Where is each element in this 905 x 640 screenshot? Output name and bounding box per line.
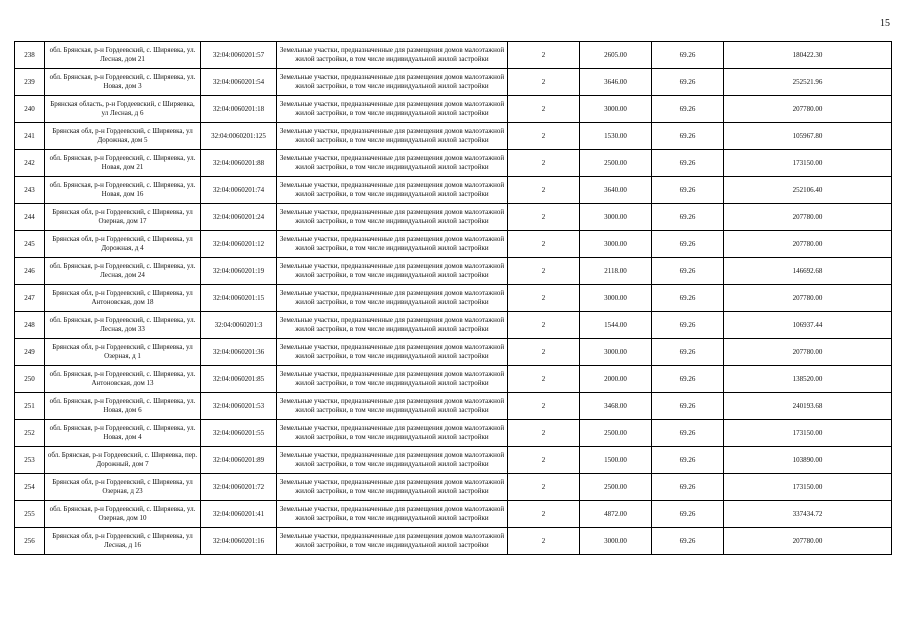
address-cell: обл. Брянская, р-н Гордеевский, с. Ширяевка, пер. Дорожный, дом 7 [45,447,201,474]
cadastral-value-cell: 337434.72 [724,501,892,528]
area-cell: 2118.00 [580,258,652,285]
registry-body [15,42,892,555]
address-cell: Брянская обл, р-н Гордеевский, с Ширяевка, ул Дорожная, д 4 [45,231,201,258]
permitted-use-cell: Земельные участки, предназначенные для размещения домов малоэтажной жилой застройки, в том числе индивидуальной жилой застройки [277,42,508,69]
table-row [15,69,892,96]
row-number-cell: 256 [15,528,45,555]
table-row [15,123,892,150]
row-number-cell: 242 [15,150,45,177]
rate-cell: 69.26 [652,447,724,474]
table-row [15,501,892,528]
permitted-use-cell: Земельные участки, предназначенные для размещения домов малоэтажной жилой застройки, в том числе индивидуальной жилой застройки [277,339,508,366]
rate-cell: 69.26 [652,258,724,285]
table-row [15,420,892,447]
cadastral-value-cell: 207780.00 [724,96,892,123]
permitted-use-cell: Земельные участки, предназначенные для размещения домов малоэтажной жилой застройки, в том числе индивидуальной жилой застройки [277,177,508,204]
category-cell: 2 [508,231,580,258]
cadastral-value-cell: 207780.00 [724,528,892,555]
rate-cell: 69.26 [652,177,724,204]
row-number-cell: 239 [15,69,45,96]
category-cell: 2 [508,123,580,150]
permitted-use-cell: Земельные участки, предназначенные для размещения домов малоэтажной жилой застройки, в том числе индивидуальной жилой застройки [277,258,508,285]
row-number-cell: 240 [15,96,45,123]
category-cell: 2 [508,42,580,69]
cadastral-number-cell: 32:04:0060201:41 [201,501,277,528]
permitted-use-cell: Земельные участки, предназначенные для размещения домов малоэтажной жилой застройки, в том числе индивидуальной жилой застройки [277,420,508,447]
area-cell: 4872.00 [580,501,652,528]
area-cell: 2605.00 [580,42,652,69]
address-cell: обл. Брянская, р-н Гордеевский, с. Ширяевка, ул. Новая, дом 4 [45,420,201,447]
address-cell: обл. Брянская, р-н Гордеевский, с. Ширяевка, ул. Лесная, дом 21 [45,42,201,69]
page-number: 15 [880,18,890,29]
address-cell: Брянская обл, р-н Гордеевский, с Ширяевка, ул Озерная, д 23 [45,474,201,501]
address-cell: обл. Брянская, р-н Гордеевский, с. Ширяевка, ул. Лесная, дом 33 [45,312,201,339]
category-cell: 2 [508,339,580,366]
area-cell: 3000.00 [580,528,652,555]
area-cell: 2500.00 [580,474,652,501]
cadastral-number-cell: 32:04:0060201:12 [201,231,277,258]
area-cell: 1500.00 [580,447,652,474]
permitted-use-cell: Земельные участки, предназначенные для размещения домов малоэтажной жилой застройки, в том числе индивидуальной жилой застройки [277,474,508,501]
address-cell: обл. Брянская, р-н Гордеевский, с. Ширяевка, ул. Озерная, дом 10 [45,501,201,528]
table-row [15,150,892,177]
category-cell: 2 [508,447,580,474]
address-cell: Брянская обл, р-н Гордеевский, с Ширяевка, ул Озерная, д 1 [45,339,201,366]
category-cell: 2 [508,420,580,447]
cadastral-number-cell: 32:04:0060201:54 [201,69,277,96]
permitted-use-cell: Земельные участки, предназначенные для размещения домов малоэтажной жилой застройки, в том числе индивидуальной жилой застройки [277,393,508,420]
table-row [15,96,892,123]
rate-cell: 69.26 [652,474,724,501]
cadastral-number-cell: 32:04:0060201:36 [201,339,277,366]
address-cell: обл. Брянская, р-н Гордеевский, с. Ширяевка, ул. Новая, дом 6 [45,393,201,420]
cadastral-value-cell: 173150.00 [724,474,892,501]
area-cell: 2000.00 [580,366,652,393]
table-row [15,258,892,285]
row-number-cell: 243 [15,177,45,204]
cadastral-value-cell: 240193.68 [724,393,892,420]
area-cell: 1530.00 [580,123,652,150]
category-cell: 2 [508,312,580,339]
permitted-use-cell: Земельные участки, предназначенные для размещения домов малоэтажной жилой застройки, в том числе индивидуальной жилой застройки [277,231,508,258]
row-number-cell: 245 [15,231,45,258]
cadastral-number-cell: 32:04:0060201:85 [201,366,277,393]
cadastral-number-cell: 32:04:0060201:88 [201,150,277,177]
area-cell: 3646.00 [580,69,652,96]
category-cell: 2 [508,528,580,555]
permitted-use-cell: Земельные участки, предназначенные для размещения домов малоэтажной жилой застройки, в том числе индивидуальной жилой застройки [277,204,508,231]
cadastral-number-cell: 32:04:0060201:125 [201,123,277,150]
permitted-use-cell: Земельные участки, предназначенные для размещения домов малоэтажной жилой застройки, в том числе индивидуальной жилой застройки [277,501,508,528]
address-cell: Брянская обл, р-н Гордеевский, с Ширяевка, ул Лесная, д 16 [45,528,201,555]
area-cell: 3000.00 [580,339,652,366]
row-number-cell: 253 [15,447,45,474]
permitted-use-cell: Земельные участки, предназначенные для размещения домов малоэтажной жилой застройки, в том числе индивидуальной жилой застройки [277,366,508,393]
rate-cell: 69.26 [652,123,724,150]
cadastral-number-cell: 32:04:0060201:89 [201,447,277,474]
category-cell: 2 [508,204,580,231]
rate-cell: 69.26 [652,393,724,420]
area-cell: 3000.00 [580,204,652,231]
area-cell: 3000.00 [580,96,652,123]
row-number-cell: 246 [15,258,45,285]
table-row [15,42,892,69]
cadastral-value-cell: 146692.68 [724,258,892,285]
permitted-use-cell: Земельные участки, предназначенные для размещения домов малоэтажной жилой застройки, в том числе индивидуальной жилой застройки [277,123,508,150]
category-cell: 2 [508,258,580,285]
category-cell: 2 [508,501,580,528]
cadastral-value-cell: 207780.00 [724,285,892,312]
rate-cell: 69.26 [652,528,724,555]
row-number-cell: 252 [15,420,45,447]
address-cell: Брянская область, р-н Гордеевский, с Ширяевка, ул Лесная, д 6 [45,96,201,123]
cadastral-number-cell: 32:04:0060201:24 [201,204,277,231]
cadastral-number-cell: 32:04:0060201:53 [201,393,277,420]
row-number-cell: 254 [15,474,45,501]
rate-cell: 69.26 [652,150,724,177]
category-cell: 2 [508,96,580,123]
category-cell: 2 [508,285,580,312]
row-number-cell: 251 [15,393,45,420]
cadastral-number-cell: 32:04:0060201:3 [201,312,277,339]
category-cell: 2 [508,69,580,96]
cadastral-number-cell: 32:04:0060201:72 [201,474,277,501]
permitted-use-cell: Земельные участки, предназначенные для размещения домов малоэтажной жилой застройки, в том числе индивидуальной жилой застройки [277,69,508,96]
cadastral-number-cell: 32:04:0060201:16 [201,528,277,555]
table-row [15,393,892,420]
cadastral-value-cell: 103890.00 [724,447,892,474]
cadastral-value-cell: 252521.96 [724,69,892,96]
row-number-cell: 249 [15,339,45,366]
category-cell: 2 [508,366,580,393]
cadastral-number-cell: 32:04:0060201:55 [201,420,277,447]
rate-cell: 69.26 [652,231,724,258]
rate-cell: 69.26 [652,339,724,366]
row-number-cell: 247 [15,285,45,312]
category-cell: 2 [508,474,580,501]
table-row [15,339,892,366]
cadastral-value-cell: 173150.00 [724,420,892,447]
cadastral-value-cell: 207780.00 [724,204,892,231]
rate-cell: 69.26 [652,42,724,69]
row-number-cell: 244 [15,204,45,231]
category-cell: 2 [508,393,580,420]
table-row [15,204,892,231]
cadastral-number-cell: 32:04:0060201:57 [201,42,277,69]
row-number-cell: 250 [15,366,45,393]
cadastral-value-cell: 252106.40 [724,177,892,204]
area-cell: 3000.00 [580,285,652,312]
address-cell: Брянская обл, р-н Гордеевский, с Ширяевка, ул Дорожная, дом 5 [45,123,201,150]
table-row [15,528,892,555]
permitted-use-cell: Земельные участки, предназначенные для размещения домов малоэтажной жилой застройки, в том числе индивидуальной жилой застройки [277,447,508,474]
category-cell: 2 [508,150,580,177]
permitted-use-cell: Земельные участки, предназначенные для размещения домов малоэтажной жилой застройки, в том числе индивидуальной жилой застройки [277,96,508,123]
row-number-cell: 255 [15,501,45,528]
cadastral-value-cell: 207780.00 [724,339,892,366]
cadastral-number-cell: 32:04:0060201:18 [201,96,277,123]
area-cell: 2500.00 [580,420,652,447]
address-cell: обл. Брянская, р-н Гордеевский, с. Ширяевка, ул. Лесная, дом 24 [45,258,201,285]
table-row [15,447,892,474]
table-row [15,312,892,339]
address-cell: Брянская обл, р-н Гордеевский, с Ширяевка, ул Антоновская, дом 18 [45,285,201,312]
area-cell: 2500.00 [580,150,652,177]
address-cell: обл. Брянская, р-н Гордеевский, с. Ширяевка, ул. Антоновская, дом 13 [45,366,201,393]
cadastral-value-cell: 207780.00 [724,231,892,258]
rate-cell: 69.26 [652,501,724,528]
land-plot-registry-table [14,41,892,555]
area-cell: 3000.00 [580,231,652,258]
permitted-use-cell: Земельные участки, предназначенные для размещения домов малоэтажной жилой застройки, в том числе индивидуальной жилой застройки [277,150,508,177]
permitted-use-cell: Земельные участки, предназначенные для размещения домов малоэтажной жилой застройки, в том числе индивидуальной жилой застройки [277,285,508,312]
cadastral-value-cell: 105967.80 [724,123,892,150]
row-number-cell: 238 [15,42,45,69]
permitted-use-cell: Земельные участки, предназначенные для размещения домов малоэтажной жилой застройки, в том числе индивидуальной жилой застройки [277,312,508,339]
category-cell: 2 [508,177,580,204]
table-row [15,366,892,393]
cadastral-value-cell: 106937.44 [724,312,892,339]
area-cell: 3640.00 [580,177,652,204]
rate-cell: 69.26 [652,96,724,123]
rate-cell: 69.26 [652,69,724,96]
cadastral-number-cell: 32:04:0060201:19 [201,258,277,285]
address-cell: Брянская обл, р-н Гордеевский, с Ширяевка, ул Озерная, дом 17 [45,204,201,231]
area-cell: 1544.00 [580,312,652,339]
permitted-use-cell: Земельные участки, предназначенные для размещения домов малоэтажной жилой застройки, в том числе индивидуальной жилой застройки [277,528,508,555]
area-cell: 3468.00 [580,393,652,420]
rate-cell: 69.26 [652,366,724,393]
rate-cell: 69.26 [652,204,724,231]
rate-cell: 69.26 [652,285,724,312]
rate-cell: 69.26 [652,312,724,339]
row-number-cell: 248 [15,312,45,339]
cadastral-value-cell: 173150.00 [724,150,892,177]
address-cell: обл. Брянская, р-н Гордеевский, с. Ширяевка, ул. Новая, дом 21 [45,150,201,177]
address-cell: обл. Брянская, р-н Гордеевский, с. Ширяевка, ул. Новая, дом 16 [45,177,201,204]
cadastral-number-cell: 32:04:0060201:15 [201,285,277,312]
table-row [15,474,892,501]
cadastral-number-cell: 32:04:0060201:74 [201,177,277,204]
address-cell: обл. Брянская, р-н Гордеевский, с. Ширяевка, ул. Новая, дом 3 [45,69,201,96]
table-row [15,285,892,312]
table-row [15,177,892,204]
rate-cell: 69.26 [652,420,724,447]
row-number-cell: 241 [15,123,45,150]
cadastral-value-cell: 180422.30 [724,42,892,69]
table-row [15,231,892,258]
cadastral-value-cell: 138520.00 [724,366,892,393]
